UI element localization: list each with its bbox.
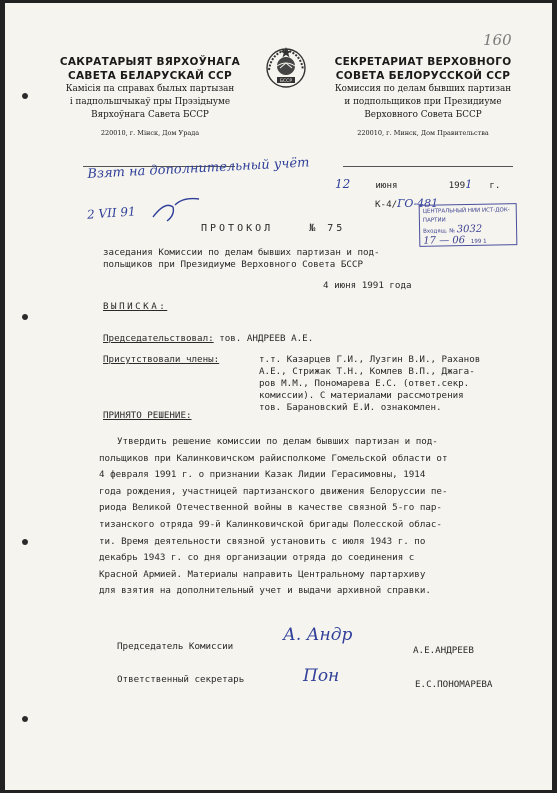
- date-line: [335, 178, 500, 192]
- letterhead-left-line2: САВЕТА БЕЛАРУСКАЙ ССР: [67, 70, 233, 82]
- date-year-suffix: 1: [465, 178, 473, 191]
- decision-title: ПРИНЯТО РЕШЕНИЕ:: [103, 410, 192, 421]
- session-line: польщиков при Президиуме Верховного Совета БССР: [103, 259, 363, 270]
- members-line: тов. Барановский Е.И. ознакомлен.: [259, 402, 442, 413]
- letterhead-left-line1: САКРАТАРЫЯТ ВЯРХОЎНАГА: [59, 56, 241, 68]
- decision-line: Утвердить решение комиссии по делам бывших партизан и под-: [117, 436, 438, 447]
- letterhead-right: [323, 55, 523, 138]
- decision-line: риода Великой Отечественной войны в качестве связной 5-го пар-: [99, 502, 442, 514]
- letterhead-right-line2: СОВЕТА БЕЛОРУССКОЙ ССР: [335, 70, 511, 82]
- handwritten-date: 2 VII 91: [86, 204, 137, 222]
- session-date: 4 июня 1991 года: [323, 280, 412, 291]
- protocol-title: [201, 223, 345, 235]
- document-page: [5, 3, 552, 790]
- decision-line: года рождения, участницей партизанского движения Белоруссии пе-: [99, 485, 448, 497]
- stamp-line3: [423, 235, 513, 248]
- letterhead-left-line3: Камісія па справах былых партызан: [65, 84, 235, 94]
- page-number: 160: [483, 31, 512, 49]
- signature-handwriting-secretary: Пон: [303, 666, 340, 686]
- letterhead-right-line1: СЕКРЕТАРИАТ ВЕРХОВНОГО: [334, 56, 512, 68]
- signature-name-secretary: Е.С.ПОНОМАРЕВА: [415, 679, 493, 690]
- decision-line: Красной Армией. Материалы направить Центральному партархиву: [99, 568, 426, 580]
- signature-role-chair: Председатель Комиссии: [117, 641, 234, 652]
- decision-line: тизанского отряда 99-й Калинковичской бригады Полесской облас-: [99, 518, 442, 530]
- archive-stamp: [419, 203, 518, 247]
- decision-line: ти. Время деятельности связной установить с июля 1943 г. по: [99, 535, 426, 547]
- letterhead-left: [45, 55, 255, 138]
- letterhead-left-address: 220010, г. Мінск, Дом Урада: [100, 129, 200, 137]
- binder-hole: [22, 716, 28, 722]
- date-month: июня: [375, 180, 398, 191]
- letterhead-divider: [343, 166, 513, 167]
- date-year-prefix: 199: [448, 180, 466, 191]
- protocol-title-text: ПРОТОКОЛ: [201, 223, 274, 234]
- reference-prefix: К-4/: [375, 199, 398, 210]
- binder-hole: [22, 93, 28, 99]
- decision-line: 4 февраля 1991 г. о признании Казак Лидии Герасимовны, 1914: [99, 469, 426, 481]
- date-day: 12: [335, 177, 351, 191]
- decision-text: [99, 434, 541, 600]
- stamp-number: 3032: [456, 223, 483, 236]
- members-line: комиссии). С материалами рассмотрения: [259, 390, 464, 401]
- letterhead-right-line3: Комиссия по делам бывших партизан: [334, 84, 512, 94]
- decision-line: декабрь 1943 г. со дня организации отряда до соединения с: [99, 552, 415, 564]
- binder-hole: [22, 314, 28, 320]
- members-line: ров М.М., Пономарева Е.С. (ответ.секр.: [259, 378, 470, 389]
- signature-name-chair: А.Е.АНДРЕЕВ: [413, 645, 474, 656]
- letterhead-left-line4: і падпольшчыкаў пры Прэзідыуме: [69, 97, 231, 107]
- bssr-emblem-icon: [263, 44, 309, 90]
- handwritten-stroke: [145, 195, 205, 231]
- members-label: Присутствовали члены:: [103, 354, 220, 365]
- handwritten-note: Взят на дополнительный учёт: [87, 155, 310, 182]
- stamp-year: 199 1: [470, 238, 487, 245]
- members-line: А.Е., Стрижак Т.Н., Комлев В.П., Джага-: [259, 366, 475, 377]
- decision-line: для взятия на дополнительный учет и выдачи архивной справки.: [99, 585, 431, 597]
- reference-value: ГО-481: [397, 197, 439, 210]
- protocol-number: № 75: [309, 223, 346, 234]
- stamp-date: 17 — 06: [423, 235, 466, 247]
- extract-title: ВЫПИСКА:: [103, 301, 168, 312]
- letterhead-left-line5: Вярхоўнага Савета БССР: [91, 110, 209, 120]
- stamp-line1: ЦЕНТРАЛЬНЫЙ НИИ ИСТ-ДОК-ПАРТИИ: [422, 207, 510, 224]
- chair-label: Председательствовал:: [103, 333, 214, 344]
- members-line: т.т. Казарцев Г.И., Лузгин В.И., Раханов: [259, 354, 481, 365]
- letterhead-right-line5: Верховного Совета БССР: [364, 110, 482, 120]
- session-line: заседания Комиссии по делам бывших партизан и под-: [103, 247, 380, 258]
- decision-line: польщиков при Калинковичском райисполкоме Гомельской области от: [99, 452, 448, 464]
- letterhead-right-address: 220010, г. Минск, Дом Правительства: [357, 129, 489, 137]
- chair-value: тов. АНДРЕЕВ А.Е.: [219, 333, 314, 344]
- signature-handwriting-chair: А. Андр: [283, 625, 353, 645]
- binder-hole: [22, 539, 28, 545]
- signature-role-secretary: Ответственный секретарь: [117, 674, 245, 685]
- date-year-unit: г.: [489, 180, 501, 191]
- chair-row: [103, 333, 313, 345]
- letterhead-right-line4: и подпольщиков при Президиуме: [344, 97, 502, 107]
- stamp-label: Входящ. №: [423, 228, 456, 235]
- emblem-label: БССР: [279, 79, 293, 84]
